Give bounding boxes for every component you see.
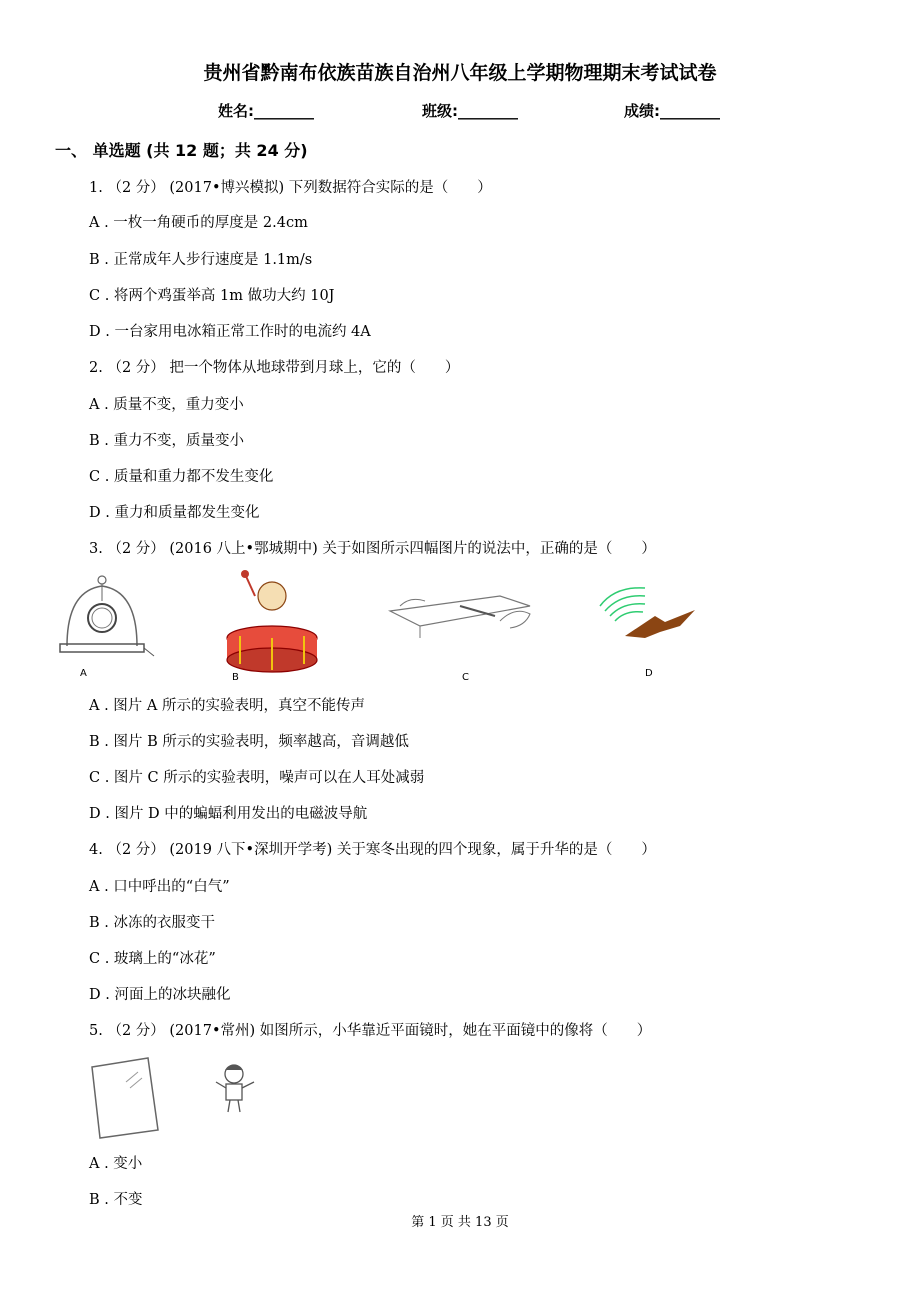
figure-drum bbox=[210, 566, 330, 686]
question-stem: 1. （2 分） (2017•博兴模拟) 下列数据符合实际的是（ ） bbox=[89, 180, 492, 196]
section-heading: 一、 单选题 (共 12 题；共 24 分) bbox=[55, 141, 308, 160]
figure-bell-jar bbox=[52, 566, 162, 686]
option-b: B . 图片 B 所示的实验表明，频率越高，音调越低 bbox=[89, 734, 409, 750]
option-c: C . 质量和重力都不发生变化 bbox=[89, 469, 274, 485]
page-footer: 第 1 页 共 13 页 bbox=[411, 1215, 509, 1230]
score-field-label: 成绩:________ bbox=[624, 102, 720, 120]
figure-girl bbox=[206, 1058, 266, 1118]
option-c: C . 图片 C 所示的实验表明，噪声可以在人耳处减弱 bbox=[89, 770, 425, 786]
option-a: A . 口中呼出的“白气” bbox=[89, 879, 230, 895]
option-a: A . 一枚一角硬币的厚度是 2.4cm bbox=[89, 215, 308, 231]
option-d: D . 河面上的冰块融化 bbox=[89, 987, 231, 1003]
question-stem: 2. （2 分） 把一个物体从地球带到月球上，它的（ ） bbox=[89, 360, 460, 376]
question-stem: 5. （2 分） (2017•常州) 如图所示，小华靠近平面镜时，她在平面镜中的像将（ ） bbox=[89, 1023, 652, 1039]
figure-mirror bbox=[86, 1052, 166, 1142]
option-d: D . 重力和质量都发生变化 bbox=[89, 505, 260, 521]
page-title: 贵州省黔南布依族苗族自治州八年级上学期物理期末考试试卷 bbox=[203, 62, 717, 84]
question-stem: 3. （2 分） (2016 八上•鄂城期中) 关于如图所示四幅图片的说法中，正确的是（ ） bbox=[89, 541, 656, 557]
option-b: B . 冰冻的衣服变干 bbox=[89, 915, 215, 931]
option-b: B . 重力不变，质量变小 bbox=[89, 433, 244, 449]
class-field-label: 班级:________ bbox=[422, 102, 518, 120]
figure-label-a: A bbox=[80, 668, 87, 679]
figure-bat bbox=[585, 566, 705, 686]
option-a: A . 质量不变，重力变小 bbox=[89, 397, 244, 413]
figure-label-c: C bbox=[462, 672, 469, 683]
question-stem: 4. （2 分） (2019 八下•深圳开学考) 关于寒冬出现的四个现象，属于升华的是（ ） bbox=[89, 842, 656, 858]
name-field-label: 姓名:________ bbox=[218, 102, 314, 120]
figure-label-d: D bbox=[645, 668, 653, 679]
figure-label-b: B bbox=[232, 672, 239, 683]
option-a: A . 图片 A 所示的实验表明，真空不能传声 bbox=[89, 698, 365, 714]
option-d: D . 一台家用电冰箱正常工作时的电流约 4A bbox=[89, 324, 371, 340]
option-d: D . 图片 D 中的蝙蝠利用发出的电磁波导航 bbox=[89, 806, 368, 822]
option-a: A . 变小 bbox=[89, 1156, 143, 1172]
option-b: B . 不变 bbox=[89, 1192, 143, 1208]
option-c: C . 玻璃上的“冰花” bbox=[89, 951, 216, 967]
figure-ruler bbox=[380, 566, 550, 686]
option-c: C . 将两个鸡蛋举高 1m 做功大约 10J bbox=[89, 288, 335, 304]
option-b: B . 正常成年人步行速度是 1.1m/s bbox=[89, 252, 313, 268]
